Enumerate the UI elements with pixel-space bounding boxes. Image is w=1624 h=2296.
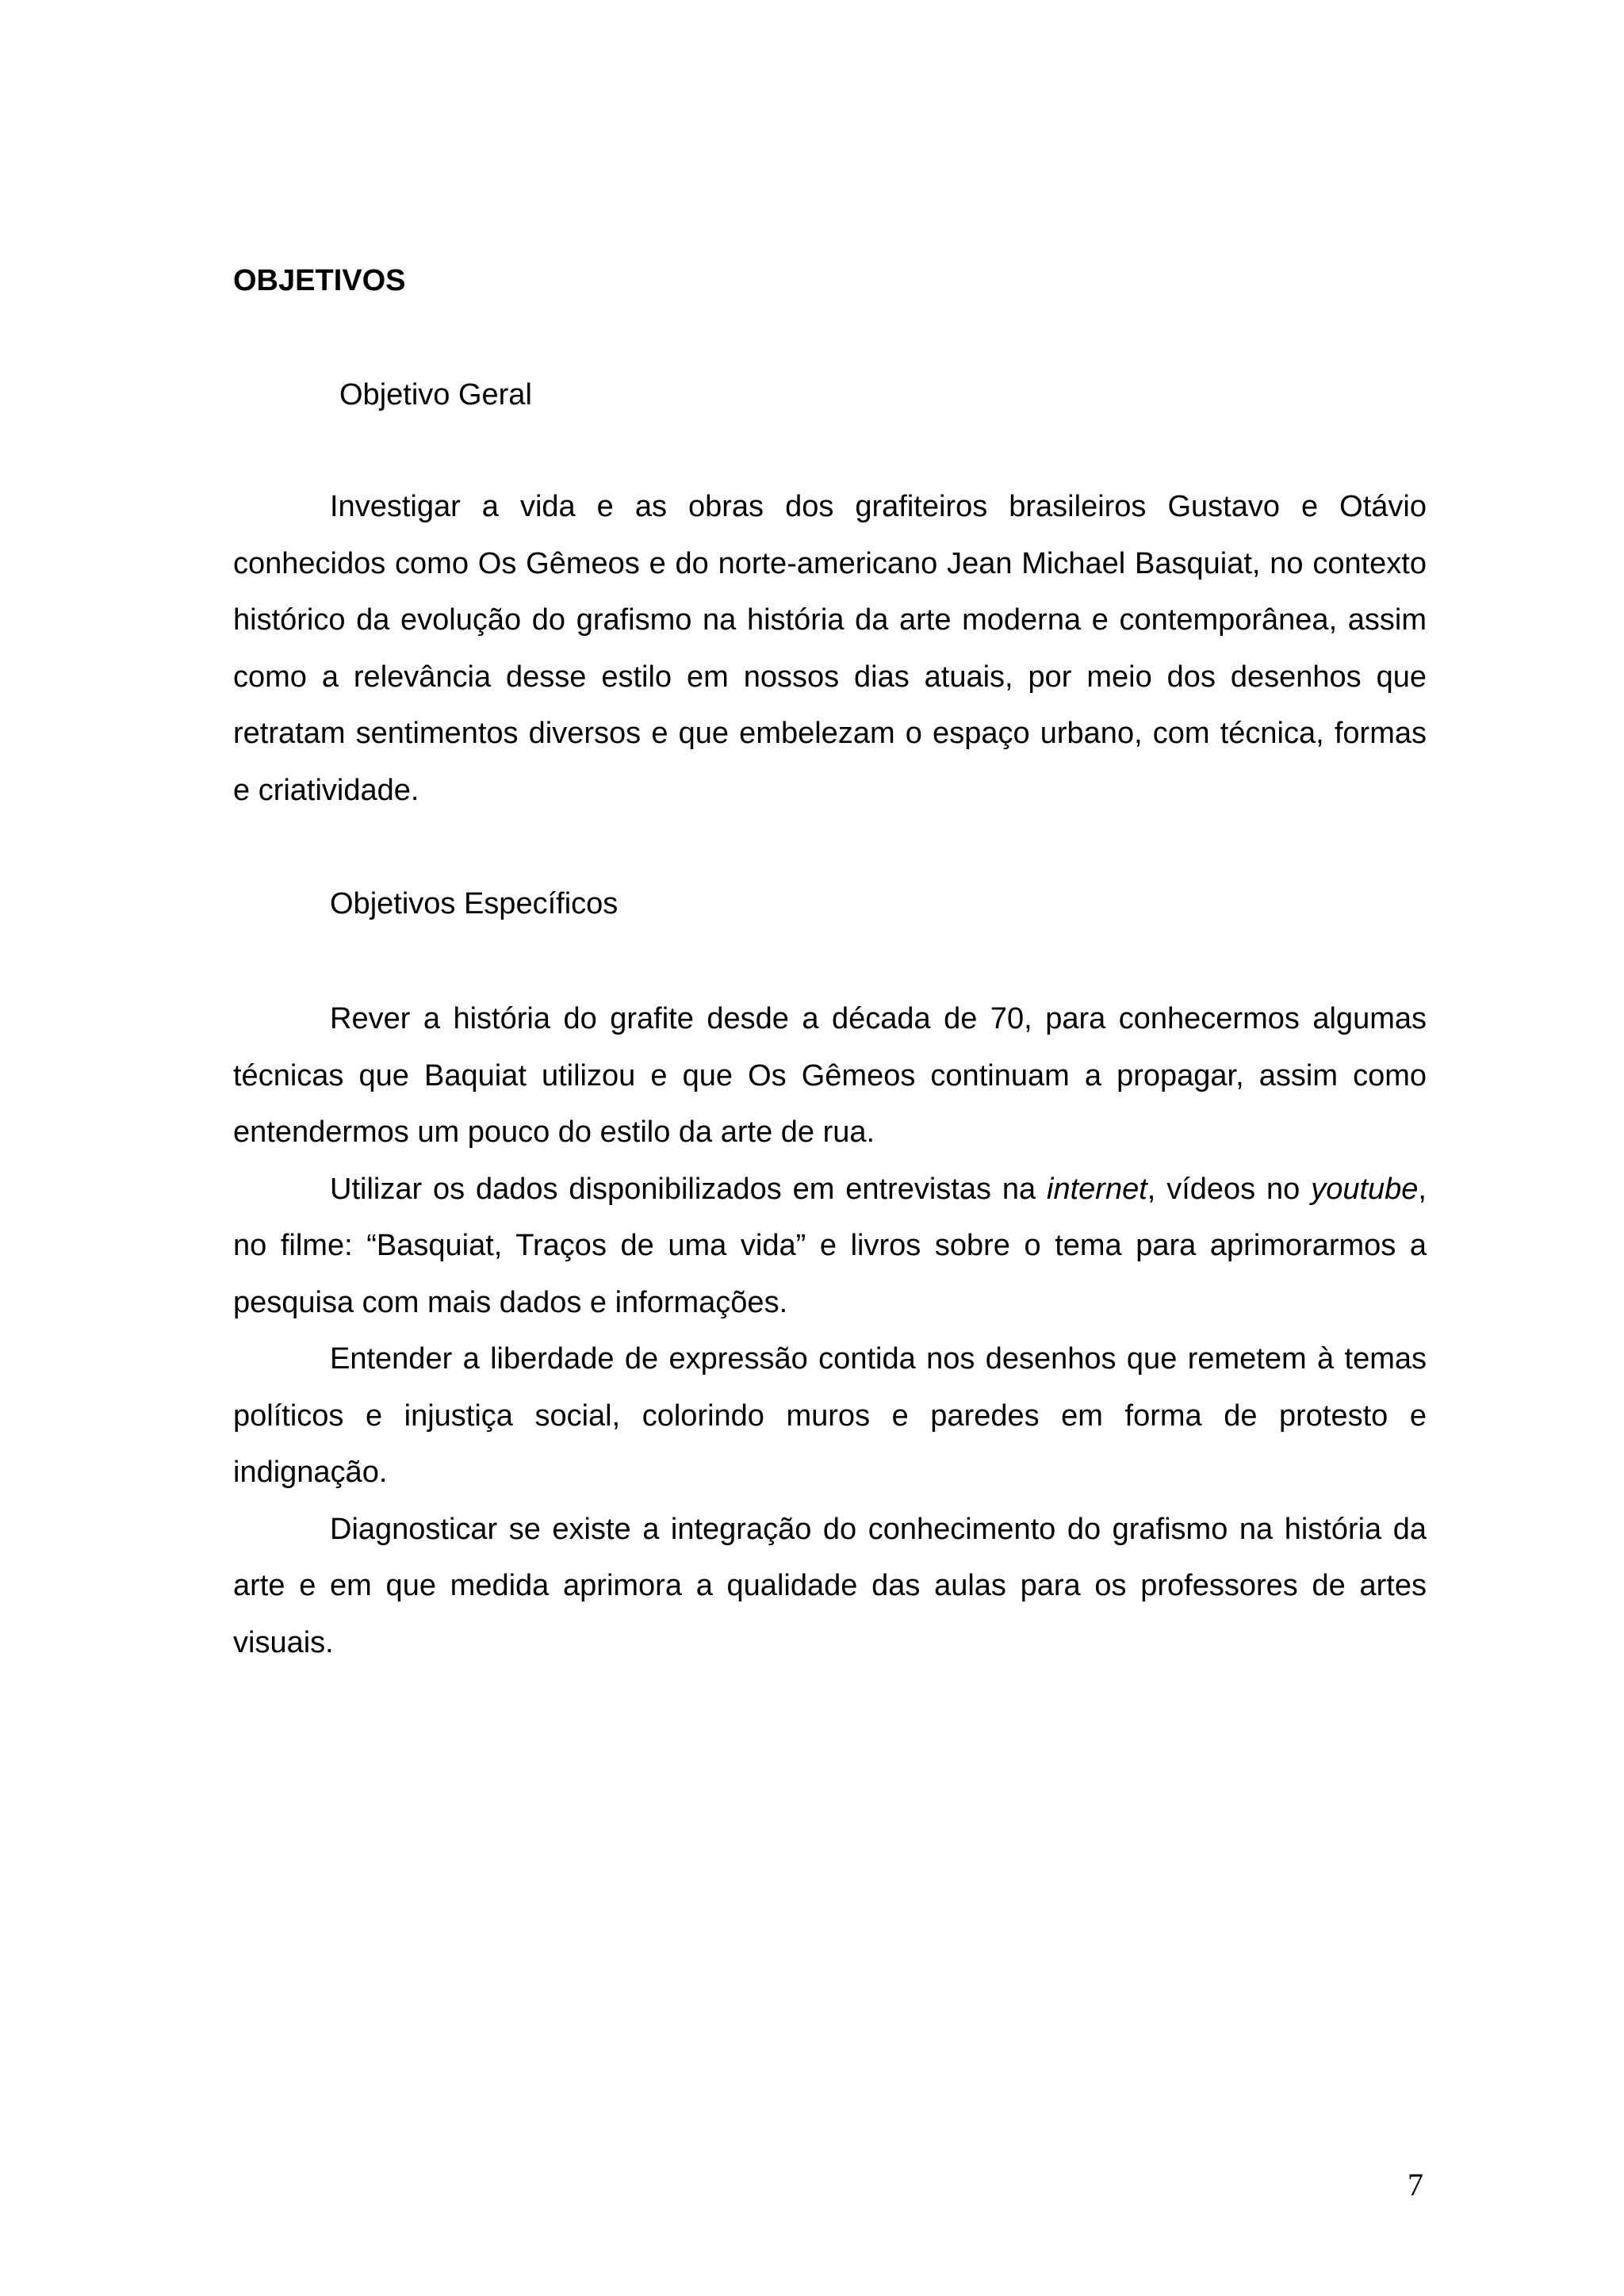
specific-objective-paragraph-4: Diagnosticar se existe a integração do conhecimento do grafismo na história da arte e em que medida aprimora a qualidade das aulas para os professores de artes visuais.	[233, 1512, 1427, 1659]
section-heading: OBJETIVOS	[233, 264, 406, 297]
general-objective-paragraph: Investigar a vida e as obras dos grafiteiros brasileiros Gustavo e Otávio conhecidos como Os Gêmeos e do norte-americano Jean Michael Basquiat, no contexto histórico da evolução do grafismo na história da arte moderna e contemporânea, assim como a relevância desse estilo em nossos dias atuais, por meio dos desenhos que retratam sentimentos diversos e que embelezam o espaço urbano, com técnica, formas e criatividade.	[233, 490, 1427, 807]
paragraph-2-text-2: , vídeos no	[1147, 1172, 1312, 1206]
specific-objectives-title: Objetivos Específicos	[330, 887, 619, 920]
paragraph-2-italic-youtube: youtube	[1311, 1172, 1419, 1206]
general-objective-title: Objetivo Geral	[339, 378, 532, 411]
paragraph-2-text-1: Utilizar os dados disponibilizados em entrevistas na	[330, 1172, 1048, 1206]
paragraph-2-text-3: , no filme: “Basquiat, Traços de uma vida” e livros sobre o tema para aprimorarmos a pesquisa com mais dados e informações.	[233, 1172, 1427, 1319]
specific-objectives-text	[233, 991, 1427, 1671]
specific-objective-paragraph-2	[233, 1161, 1427, 1332]
specific-objective-paragraph-3: Entender a liberdade de expressão contida nos desenhos que remetem à temas políticos e injustiça social, colorindo muros e paredes em forma de protesto e indignação.	[233, 1342, 1427, 1489]
page-number: 7	[1408, 2167, 1423, 2202]
general-objective-text	[233, 479, 1427, 819]
specific-objective-paragraph-1: Rever a história do grafite desde a década de 70, para conhecermos algumas técnicas que Baquiat utilizou e que Os Gêmeos continuam a propagar, assim como entendermos um pouco do estilo da arte de rua.	[233, 1002, 1427, 1149]
paragraph-2-italic-internet: internet	[1047, 1172, 1147, 1206]
